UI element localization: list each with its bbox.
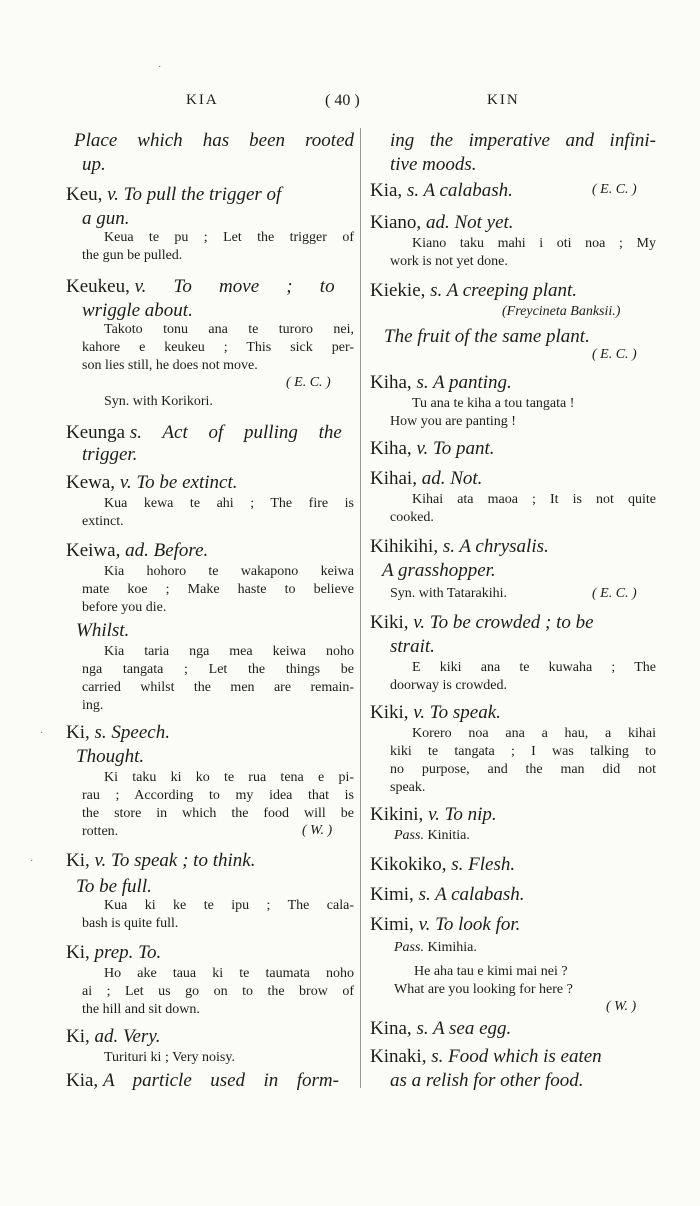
headword: Kimi, (370, 884, 414, 905)
example: carried whilst the men are remain- (82, 680, 354, 695)
example: cooked. (390, 510, 434, 525)
definition: s. Food which is eaten (431, 1046, 602, 1067)
definition: a gun. (82, 208, 130, 229)
headword: Kiki, (370, 702, 409, 723)
passive-form (394, 940, 656, 956)
definition: s. A calabash. (406, 180, 513, 201)
definition: v. To move ; to (134, 276, 335, 297)
sub-sense: To be full. (76, 876, 152, 897)
definition: A particle used in form- (102, 1070, 339, 1091)
definition: s. Speech. (94, 722, 170, 743)
entry-kiha-panting (370, 372, 656, 394)
example: Turituri ki ; Very noisy. (104, 1050, 235, 1065)
entry-kewa (66, 472, 354, 494)
entry-keukeu (66, 276, 354, 298)
example: bash is quite full. (82, 916, 179, 931)
definition: s. A panting. (416, 372, 512, 393)
example: How you are panting ! (390, 414, 516, 429)
entry-kihai (370, 468, 656, 490)
entry-keunga (66, 422, 354, 444)
source-tag: ( E. C. ) (592, 347, 637, 362)
entry-kina (370, 1018, 656, 1040)
entry-ki-very (66, 1026, 354, 1048)
headword: Kiekie, (370, 280, 426, 301)
source-tag: ( E. C. ) (592, 182, 637, 197)
continued-entry: up. (82, 154, 106, 175)
entry-ki-speak (66, 850, 354, 872)
example: before you die. (82, 600, 167, 615)
headword: Kinaki, (370, 1046, 427, 1067)
example: Kia taria nga mea keiwa noho (104, 644, 354, 659)
definition: v. To pull the trigger of (107, 184, 282, 205)
entry-ki-speech (66, 722, 354, 744)
example: Kia hohoro te wakapono keiwa (104, 564, 354, 579)
entry-kia-particle (66, 1070, 354, 1092)
example: Ki taku ki ko te rua tena e pi- (104, 770, 354, 785)
column-rule (360, 128, 361, 1088)
entry-kimi-look (370, 914, 656, 936)
speck-mark: · (158, 62, 162, 73)
definition: s. A sea egg. (416, 1018, 512, 1039)
headword: Ki, (66, 850, 90, 871)
example: kiki te tangata ; I was talking to (390, 744, 656, 759)
sub-sense: Whilst. (76, 620, 130, 641)
example: work is not yet done. (390, 254, 508, 269)
source-tag: ( E. C. ) (592, 586, 637, 601)
definition: ad. Not. (421, 468, 483, 489)
example: doorway is crowded. (390, 678, 508, 693)
page-number: ( 40 ) (325, 92, 360, 109)
definition: s. A creeping plant. (430, 280, 578, 301)
passive-label: Pass. (394, 940, 424, 955)
source-tag: ( E. C. ) (286, 375, 331, 390)
example: Ho ake taua ki te taumata noho (104, 966, 354, 981)
entry-kimi-calabash (370, 884, 656, 906)
example: Kihai ata maoa ; It is not quite (412, 492, 656, 507)
headword: Kiha, (370, 372, 412, 393)
example: Keua te pu ; Let the trigger of (104, 230, 354, 245)
example: kahore e keukeu ; This sick per- (82, 340, 354, 355)
definition: s. Flesh. (451, 854, 516, 875)
speck-mark: · (30, 856, 34, 867)
entry-kihikihi (370, 536, 656, 558)
running-head-left: KIA (186, 92, 219, 108)
headword: Ki, (66, 1026, 90, 1047)
headword: Kiha, (370, 438, 412, 459)
definition: as a relish for other food. (390, 1070, 584, 1091)
example: What are you looking for here ? (394, 982, 573, 997)
headword: Ki, (66, 722, 90, 743)
definition: ad. Very. (94, 1026, 161, 1047)
example: Kiano taku mahi i oti noa ; My (412, 236, 656, 251)
headword: Keukeu, (66, 276, 130, 297)
headword: Keiwa, (66, 540, 121, 561)
entry-kikini (370, 804, 656, 826)
headword: Keunga (66, 422, 126, 443)
example: Kua ki ke te ipu ; The cala- (104, 898, 354, 913)
definition: ad. Not yet. (425, 212, 514, 233)
example: ai ; Let us go on to the brow of (82, 984, 354, 999)
speck-mark: · (40, 728, 44, 739)
example: E kiki ana te kuwaha ; The (412, 660, 656, 675)
sub-sense: A grasshopper. (382, 560, 496, 581)
passive-value: Kimihia. (427, 940, 477, 955)
definition: v. To be crowded ; to be (413, 612, 594, 633)
passive-label: Pass. (394, 828, 424, 843)
synonym-note: Syn. with Korikori. (104, 394, 213, 409)
sub-sense: Thought. (76, 746, 145, 767)
example: no purpose, and the man did not (390, 762, 656, 777)
definition: v. To look for. (418, 914, 521, 935)
headword: Ki, (66, 942, 90, 963)
headword: Kia, (66, 1070, 99, 1091)
example: speak. (390, 780, 426, 795)
scientific-name: (Freycineta Banksii.) (502, 304, 621, 319)
example: mate koe ; Make haste to believe (82, 582, 354, 597)
example: Tu ana te kiha a tou tangata ! (412, 396, 575, 411)
definition: v. To pant. (416, 438, 495, 459)
headword: Kikokiko, (370, 854, 447, 875)
example: He aha tau e kimi mai nei ? (414, 964, 568, 979)
synonym-note: Syn. with Tatarakihi. (390, 586, 507, 601)
sub-sense: The fruit of the same plant. (384, 326, 590, 347)
example: the gun be pulled. (82, 248, 183, 263)
entry-kiha-pant (370, 438, 656, 460)
example: the store in which the food will be (82, 806, 354, 821)
example: extinct. (82, 514, 124, 529)
definition: s. Act of pulling the (129, 422, 342, 443)
definition: strait. (390, 636, 435, 657)
entry-keu (66, 184, 354, 206)
entry-kiekie (370, 280, 656, 302)
definition: wriggle about. (82, 300, 193, 321)
definition: v. To speak. (413, 702, 501, 723)
definition: s. A chrysalis. (442, 536, 549, 557)
entry-keiwa (66, 540, 354, 562)
example: Korero noa ana a hau, a kihai (412, 726, 656, 741)
definition: v. To be extinct. (119, 472, 238, 493)
passive-form (394, 828, 656, 844)
source-tag: ( W. ) (302, 823, 333, 838)
continued-entry: ing the imperative and infini- (390, 130, 656, 151)
entry-kiki-speak (370, 702, 656, 724)
headword: Kiano, (370, 212, 422, 233)
definition: prep. To. (94, 942, 162, 963)
passive-value: Kinitia. (427, 828, 470, 843)
continued-entry: tive moods. (390, 154, 477, 175)
headword: Kia, (370, 180, 403, 201)
continued-entry: Place which has been rooted (74, 130, 354, 151)
definition: ad. Before. (125, 540, 209, 561)
source-tag: ( W. ) (606, 999, 637, 1014)
entry-ki-prep (66, 942, 354, 964)
definition: s. A calabash. (418, 884, 525, 905)
example: rotten. (82, 824, 119, 839)
entry-kikokiko (370, 854, 656, 876)
example: the hill and sit down. (82, 1002, 200, 1017)
definition: v. To speak ; to think. (94, 850, 256, 871)
headword: Keu, (66, 184, 103, 205)
example: rau ; According to my idea that is (82, 788, 354, 803)
example: Kua kewa te ahi ; The fire is (104, 496, 354, 511)
example: ing. (82, 698, 104, 713)
entry-kinaki (370, 1046, 656, 1068)
headword: Kiki, (370, 612, 409, 633)
headword: Kihikihi, (370, 536, 439, 557)
definition: trigger. (82, 444, 138, 465)
example: Takoto tonu ana te turoro nei, (104, 322, 354, 337)
example: nga tangata ; Let the things be (82, 662, 354, 677)
entry-kiano (370, 212, 656, 234)
headword: Kimi, (370, 914, 414, 935)
entry-kiki-crowded (370, 612, 656, 634)
headword: Kina, (370, 1018, 412, 1039)
headword: Kikini, (370, 804, 424, 825)
running-head-right: KIN (487, 92, 520, 108)
headword: Kewa, (66, 472, 116, 493)
example: son lies still, he does not move. (82, 358, 258, 373)
headword: Kihai, (370, 468, 417, 489)
definition: v. To nip. (428, 804, 497, 825)
